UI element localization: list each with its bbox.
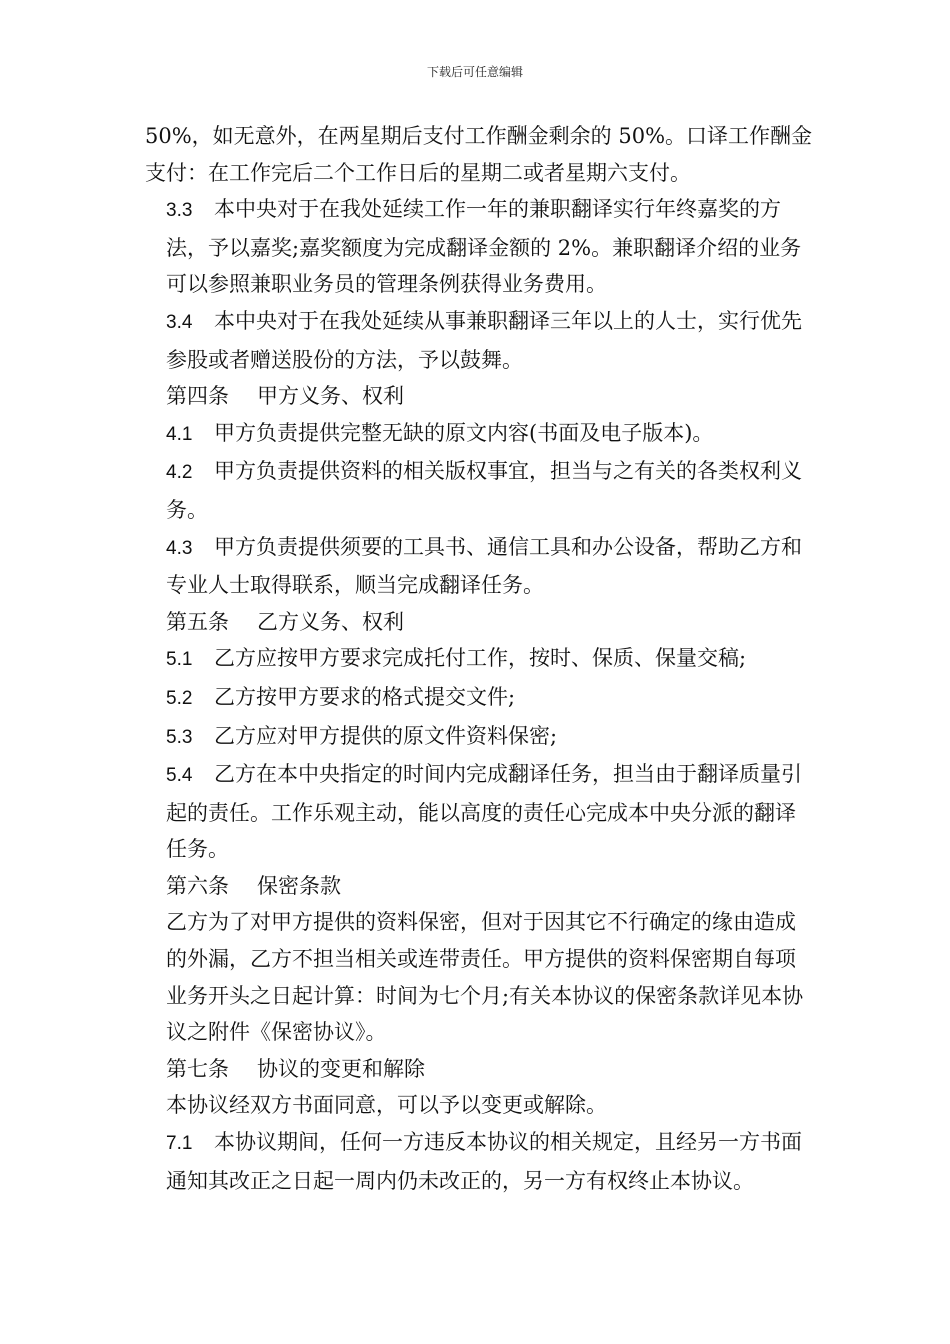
clause-4-1 (145, 415, 813, 454)
clause-text: 乙方应按甲方要求完成托付工作，按时、保质、保量交稿; (214, 646, 747, 671)
article-title: 甲方义务、权利 (257, 384, 404, 409)
page-header-note: 下载后可任意编辑 (426, 65, 523, 79)
clause-text: 甲方负责提供完整无缺的原文内容(书面及电子版本)。 (214, 420, 714, 445)
clause-number: 4.3 (166, 537, 193, 559)
clause-4-2 (145, 453, 813, 528)
paragraph-text: 50%，如无意外，在两星期后支付工作酬金剩余的 50%。口译工作酬金支付：在工作完后二个工作日后的星期二或者星期六支付。 (145, 124, 813, 185)
clause-number: 5.3 (166, 726, 193, 748)
clause-number: 5.1 (166, 649, 193, 671)
clause-text: 乙方应对甲方提供的原文件资料保密; (214, 723, 558, 748)
clause-text: 乙方在本中央指定的时间内完成翻译任务，担当由于翻译质量引起的责任。工作乐观主动，能以高度的责任心完成本中央分派的翻译任务。 (166, 762, 802, 862)
clause-text: 甲方负责提供资料的相关版权事宜，担当与之有关的各类权利义务。 (166, 459, 802, 522)
clause-text: 本中央对于在我处延续工作一年的兼职翻译实行年终嘉奖的方法，予以嘉奖;嘉奖额度为完成翻译金额的 2%。兼职翻译介绍的业务可以参照兼职业务员的管理条例获得业务费用。 (166, 197, 802, 297)
article-4-heading (145, 378, 813, 415)
clause-7-1 (145, 1124, 813, 1199)
confidentiality-paragraph (145, 904, 813, 1050)
article-number: 第七条 (166, 1056, 229, 1081)
clause-5-1 (145, 640, 813, 679)
clause-text: 本中央对于在我处延续从事兼职翻译三年以上的人士，实行优先参股或者赠送股份的方法，予以鼓舞。 (166, 308, 802, 372)
article-number: 第五条 (166, 609, 229, 634)
clause-4-3 (145, 529, 813, 604)
clause-text: 本协议期间，任何一方违反本协议的相关规定，且经另一方书面通知其改正之日起一周内仍未改正的，另一方有权终止本协议。 (166, 1130, 802, 1193)
clause-text: 甲方负责提供须要的工具书、通信工具和办公设备，帮助乙方和专业人士取得联系，顺当完成翻译任务。 (166, 534, 802, 598)
clause-5-2 (145, 679, 813, 718)
paragraph-payment-continued (145, 118, 813, 191)
article-title: 协议的变更和解除 (257, 1056, 425, 1081)
clause-number: 3.3 (166, 200, 193, 222)
clause-number: 3.4 (166, 311, 193, 333)
clause-5-4 (145, 756, 813, 868)
amendment-paragraph (145, 1087, 813, 1124)
clause-number: 4.1 (166, 423, 193, 445)
clause-3-3 (145, 191, 813, 303)
clause-number: 5.2 (166, 687, 193, 709)
article-title: 保密条款 (257, 873, 341, 898)
document-body (145, 118, 813, 1199)
article-number: 第六条 (166, 873, 229, 898)
clause-5-3 (145, 718, 813, 757)
clause-text: 乙方按甲方要求的格式提交文件; (214, 684, 516, 709)
article-number: 第四条 (166, 384, 229, 409)
paragraph-text: 乙方为了对甲方提供的资料保密，但对于因其它不行确定的缘由造成的外漏，乙方不担当相关或连带责任。甲方提供的资料保密期自每项业务开头之日起计算：时间为七个月;有关本协议的保密条款详见本协议之附件《保密协议》。 (166, 910, 804, 1045)
paragraph-text: 本协议经双方书面同意，可以予以变更或解除。 (166, 1093, 607, 1118)
clause-number: 7.1 (166, 1133, 193, 1155)
article-5-heading (145, 604, 813, 641)
clause-number: 5.4 (166, 765, 193, 787)
article-6-heading (145, 868, 813, 905)
article-7-heading (145, 1051, 813, 1088)
article-title: 乙方义务、权利 (257, 609, 404, 634)
clause-number: 4.2 (166, 462, 193, 484)
clause-3-4 (145, 303, 813, 378)
